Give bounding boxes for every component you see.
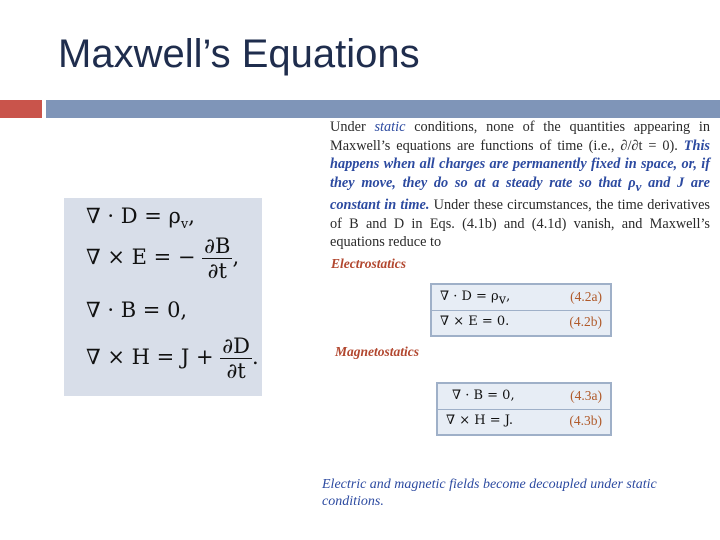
accent-bar-blue: [46, 100, 720, 118]
equation-text: ∇ · D = ρ: [440, 289, 499, 304]
equation-text: ∇ × E = 0.: [440, 314, 510, 329]
equation-row: [440, 314, 509, 329]
emphasis-subscript: v: [635, 178, 642, 194]
equation-number: (4.3a): [570, 388, 602, 403]
equation-faraday: [86, 234, 239, 283]
equation-text: ∇ · B = 0,: [452, 388, 515, 403]
text-run: Under: [330, 119, 375, 135]
equation-number: (4.2a): [570, 289, 602, 304]
equation-row: [440, 289, 510, 308]
magnetostatics-equations-box: [436, 382, 612, 436]
equation-tail: .: [251, 345, 259, 370]
equation-ampere: [86, 334, 259, 383]
row-divider: [438, 409, 610, 410]
electrostatics-equations-box: [430, 283, 612, 337]
equation-lhs: ∇ × E = −: [86, 245, 196, 270]
equation-text: ∇ × H = J.: [446, 413, 514, 428]
equation-gauss-electric: [86, 204, 195, 232]
equation-gauss-magnetic: [86, 298, 187, 322]
emphasis-static: static: [374, 119, 406, 135]
equation-subscript: v: [498, 292, 507, 308]
equation-number: (4.3b): [569, 413, 602, 428]
fraction: [220, 334, 252, 383]
equation-tail: ,: [188, 204, 195, 228]
equation-lhs: ∇ · B = 0,: [86, 298, 188, 322]
static-conditions-paragraph: [330, 118, 710, 252]
emphasis-text: This happens when all charges are permanently fixed in space, or, if they move, they do so at a steady rate so that ρ: [330, 137, 710, 191]
decoupling-caption: Electric and magnetic fields become decoupled under static conditions.: [322, 477, 657, 509]
fraction-denominator: ∂t: [226, 359, 246, 384]
equation-subscript: v: [180, 217, 189, 233]
maxwell-equations-box: [64, 198, 262, 396]
equation-tail: ,: [232, 245, 240, 270]
fraction-numerator: ∂B: [204, 234, 231, 258]
magnetostatics-heading: Magnetostatics: [335, 344, 420, 359]
row-divider: [432, 310, 610, 311]
equation-lhs: ∇ · D = ρ: [86, 204, 181, 228]
equation-lhs: ∇ × H = J +: [86, 345, 214, 370]
equation-row: [446, 413, 513, 428]
slide-title: Maxwell’s Equations: [58, 32, 420, 76]
fraction-denominator: ∂t: [207, 259, 227, 284]
equation-number: (4.2b): [569, 314, 602, 329]
text-run: conditions, none of the quantities appearing in Maxwell’s equations are functions of time (i.e., ∂/∂t = 0).: [330, 119, 710, 154]
accent-bar-red: [0, 100, 42, 118]
equation-tail: ,: [506, 289, 511, 304]
fraction: [202, 234, 232, 283]
electrostatics-heading: Electrostatics: [331, 256, 406, 271]
emphasis-text: and J are constant in time.: [330, 174, 710, 214]
text-run: Under these circumstances, the time derivatives of B and D in Eqs. (4.1b) and (4.1d) vanish, and Maxwell’s equations reduce to: [330, 197, 710, 251]
equation-row: [452, 388, 515, 403]
fraction-numerator: ∂D: [222, 334, 250, 358]
